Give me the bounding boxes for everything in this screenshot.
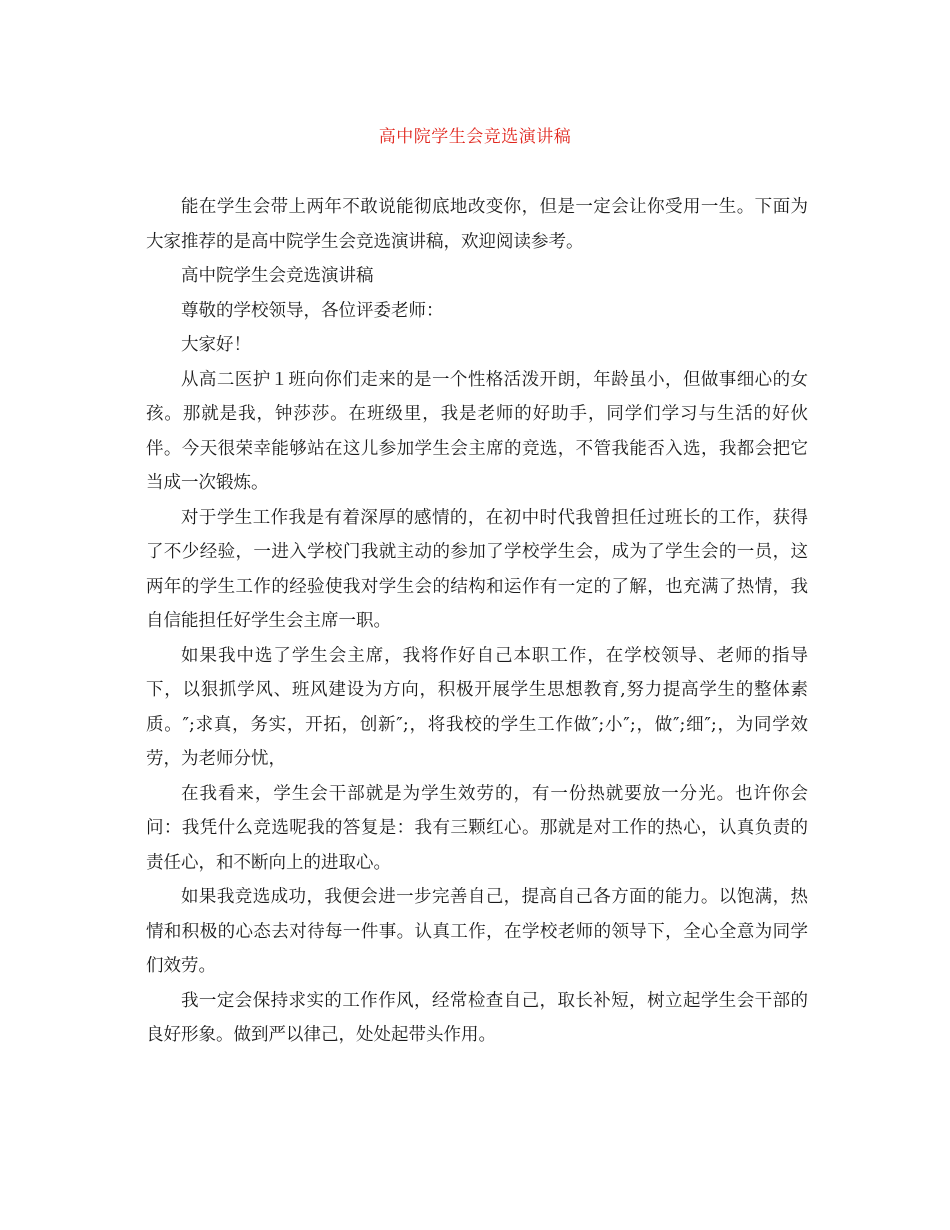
document-body — [146, 190, 808, 1053]
body-paragraph: 在我看来，学生会干部就是为学生效劳的，有一份热就要放一分光。也许你会问：我凭什么竞选呢我的答复是：我有三颗红心。那就是对工作的热心，认真负责的责任心，和不断向上的进取心。 — [146, 783, 808, 873]
greeting-paragraph: 大家好！ — [181, 335, 251, 355]
body-paragraph: 我一定会保持求实的工作作风，经常检查自己，取长补短，树立起学生会干部的良好形象。做到严以律己，处处起带头作用。 — [146, 990, 808, 1045]
intro-paragraph: 能在学生会带上两年不敢说能彻底地改变你，但是一定会让你受用一生。下面为大家推荐的是高中院学生会竞选演讲稿，欢迎阅读参考。 — [146, 197, 808, 252]
salutation-paragraph: 尊敬的学校领导，各位评委老师： — [181, 300, 444, 321]
body-paragraph: 对于学生工作我是有着深厚的感情的，在初中时代我曾担任过班长的工作，获得了不少经验，一进入学校门我就主动的参加了学校学生会，成为了学生会的一员，这两年的学生工作的经验使我对学生会的结构和运作有一定的了解，也充满了热情，我自信能担任好学生会主席一职。 — [146, 507, 808, 631]
body-paragraph: 如果我竞选成功，我便会进一步完善自己，提高自己各方面的能力。以饱满，热情和积极的心态去对待每一件事。认真工作，在学校老师的领导下，全心全意为同学们效劳。 — [146, 887, 808, 976]
subtitle-paragraph: 高中院学生会竞选演讲稿 — [181, 266, 374, 286]
body-paragraph: 从高二医护１班向你们走来的是一个性格活泼开朗，年龄虽小，但做事细心的女孩。那就是我，钟莎莎。在班级里，我是老师的好助手，同学们学习与生活的好伙伴。今天很荣幸能够站在这儿参加学生会主席的竞选，不管我能否入选，我都会把它当成一次锻炼。 — [146, 369, 808, 493]
document-title: 高中院学生会竞选演讲稿 — [378, 127, 572, 147]
body-paragraph: 如果我中选了学生会主席，我将作好自己本职工作，在学校领导、老师的指导下，以狠抓学风、班风建设为方向，积极开展学生思想教育,努力提高学生的整体素质。″;求真，务实，开拓，创新″;，将我校的学生工作做″;小″;，做″;细″;，为同学效劳，为老师分忧， — [146, 645, 808, 769]
